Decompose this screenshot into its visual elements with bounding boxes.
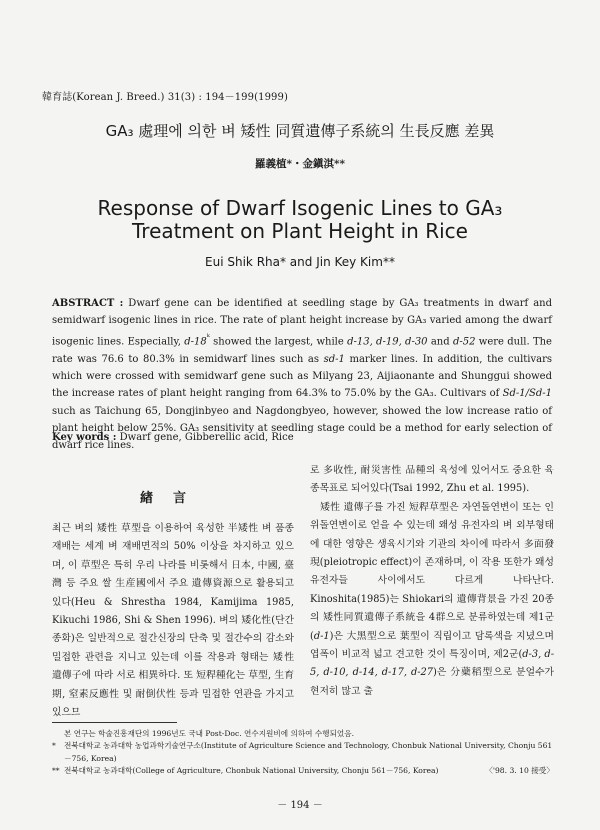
abstract-text-5: marker lines. In addition, the cultivars which were crossed with semidwarf gene such as Milyang 23, Aijiaonante and Shunggui showed the increase rates of plant height ranging from 64.3% to 75.0% by the GA₃. Cultivars of bbox=[52, 353, 553, 400]
abstract-text-2: showed the largest, while bbox=[209, 336, 348, 348]
keywords-label: Key words : bbox=[52, 432, 117, 443]
abstract bbox=[52, 295, 552, 454]
footnote-affiliation-2 bbox=[52, 765, 554, 777]
footnote-mark-1: * bbox=[52, 741, 56, 751]
footnote-affiliation-2-text: 전북대학교 농과대학(College of Agriculture, Chonbuk National University, Chonju 561－756, Korea) bbox=[64, 766, 439, 776]
journal-reference: 韓育誌(Korean J. Breed.) 31(3) : 194－199(1999) bbox=[42, 92, 288, 103]
footnote-funding-text: 본 연구는 학술진흥재단의 1996년도 국내 Post-Doc. 연수지원비에 의하여 수행되었음. bbox=[64, 729, 354, 738]
keywords-text: Dwarf gene, Gibberellic acid, Rice bbox=[116, 432, 294, 443]
genes-group-2: d-3, d-5, d-10, d-14, d-17, d-27 bbox=[310, 649, 555, 679]
right-text-e: )은 分蘗稻型으로 분얼수가 현저히 많고 출 bbox=[310, 667, 555, 697]
left-paragraph: 최근 벼의 矮性 草型을 이용하여 육성한 半矮性 벼 품종 재배는 세계 벼 재배면적의 50% 이상을 차지하고 있으며, 이 草型은 특히 우리 나라를 비롯해서 日本, 中國, 臺灣 등 주요 쌀 生産國에서 주요 遺傳資源으로 활용되고 있다(Heu & Shrestha 1984, Kamijima 1985, Kikuchi 1986, Shi & Shen 1996). 벼의 矮化性(단간종화)은 일반적으로 절간신장의 단축 및 절간수의 감소와 밀접한 관련을 지니고 있는데 이를 작용과 형태는 矮性 遺傳子에 따라 서로 相異하다. 또 短稈種化는 草型, 生育期, 窒素反應性 및 耐倒伏性 등과 밀접한 연관을 가지고 있으므 bbox=[52, 523, 294, 719]
section-heading-introduction: 緖言 bbox=[139, 491, 206, 506]
keywords bbox=[52, 432, 552, 443]
gene-d18-superscript: ᵏ bbox=[206, 332, 210, 343]
gene-sd1: sd-1 bbox=[323, 353, 345, 365]
abstract-text-4: were dull. The rate was 76.6 to 80.3% in semidwarf lines such as bbox=[52, 336, 552, 365]
footnote-divider bbox=[52, 722, 177, 723]
english-title: Response of Dwarf Isogenic Lines to GA₃ Treatment on Plant Height in Rice bbox=[97, 196, 503, 243]
korean-title: GA₃ 處理에 의한 벼 矮性 同質遺傳子系統의 生長反應 差異 bbox=[105, 122, 495, 140]
english-authors: Eui Shik Rha* and Jin Key Kim** bbox=[205, 255, 395, 269]
right-text-c: )은 大黑型으로 葉型이 직립이고 담록색을 지녔으며 엽폭이 비교적 넓고 견고한 것이 특징이며, 제2군( bbox=[310, 630, 554, 661]
genes-d13-d19-d30: d-13, d-19, d-30 bbox=[347, 336, 428, 348]
footnotes bbox=[52, 728, 554, 778]
right-paragraph-2 bbox=[310, 499, 554, 701]
korean-authors: 羅義植*・金鎭淇** bbox=[255, 158, 345, 170]
footnote-funding bbox=[52, 728, 554, 740]
right-text-b: 矮性 遺傳子를 가진 短稈草型은 자연돌연변이 또는 인위돌연변이로 얻을 수 있는데 왜성 유전자의 벼 외부형태에 대한 영향은 생육시기와 기관의 차이에 따라서 多面發現(pleiotropic effect)이 존재하며, 이 작용 또한가 왜성 유전자들 사이에서도 다르게 나타난다. Kinoshita(1985)는 Shiokari의 遺傳背景을 가진 20종의 矮性同質遺傳子系統을 4群으로 분류하였는데 제1군( bbox=[310, 501, 554, 642]
abstract-label: ABSTRACT : bbox=[52, 298, 124, 309]
left-column-text bbox=[52, 520, 294, 722]
footnote-affiliation-1 bbox=[52, 740, 554, 765]
footnote-mark-2: ** bbox=[52, 766, 60, 776]
footnote-affiliation-1-text: 전북대학교 농과대학 농업과학기술연구소(Institute of Agriculture Science and Technology, Chonbuk National University, Chonju 561－756, Korea) bbox=[64, 741, 553, 763]
right-paragraph-1: 로 多收性, 耐災害性 品種의 육성에 있어서도 중요한 육종목표로 되어있다(Tsai 1992, Zhu et al. 1995). bbox=[310, 465, 554, 495]
abstract-text-3: and bbox=[427, 336, 453, 348]
gene-d52: d-52 bbox=[452, 336, 476, 348]
abstract-text-1: Dwarf gene can be identified at seedling stage by GA₃ treatments in dwarf and semidwarf isogenic lines in rice. The rate of plant height increase by GA₃ varied among the dwarf isogenic lines. Especially, bbox=[52, 298, 552, 348]
page-number: － 194 － bbox=[277, 800, 323, 811]
genotype-Sd1: Sd-1/Sd-1 bbox=[502, 388, 552, 400]
abstract-text-6: such as Taichung 65, Dongjinbyeo and Nagdongbyeo, however, showed the low increase ratio of plant height below 25%. GA₃ sensitivity at seedling stage could be a method for early selection of dwarf rice lines. bbox=[52, 405, 552, 451]
right-column-text bbox=[310, 462, 554, 701]
received-date: 〈'98. 3. 10 接受〉 bbox=[485, 766, 554, 776]
gene-d18: d-18 bbox=[184, 336, 207, 348]
gene-d1: d-1 bbox=[313, 630, 330, 642]
